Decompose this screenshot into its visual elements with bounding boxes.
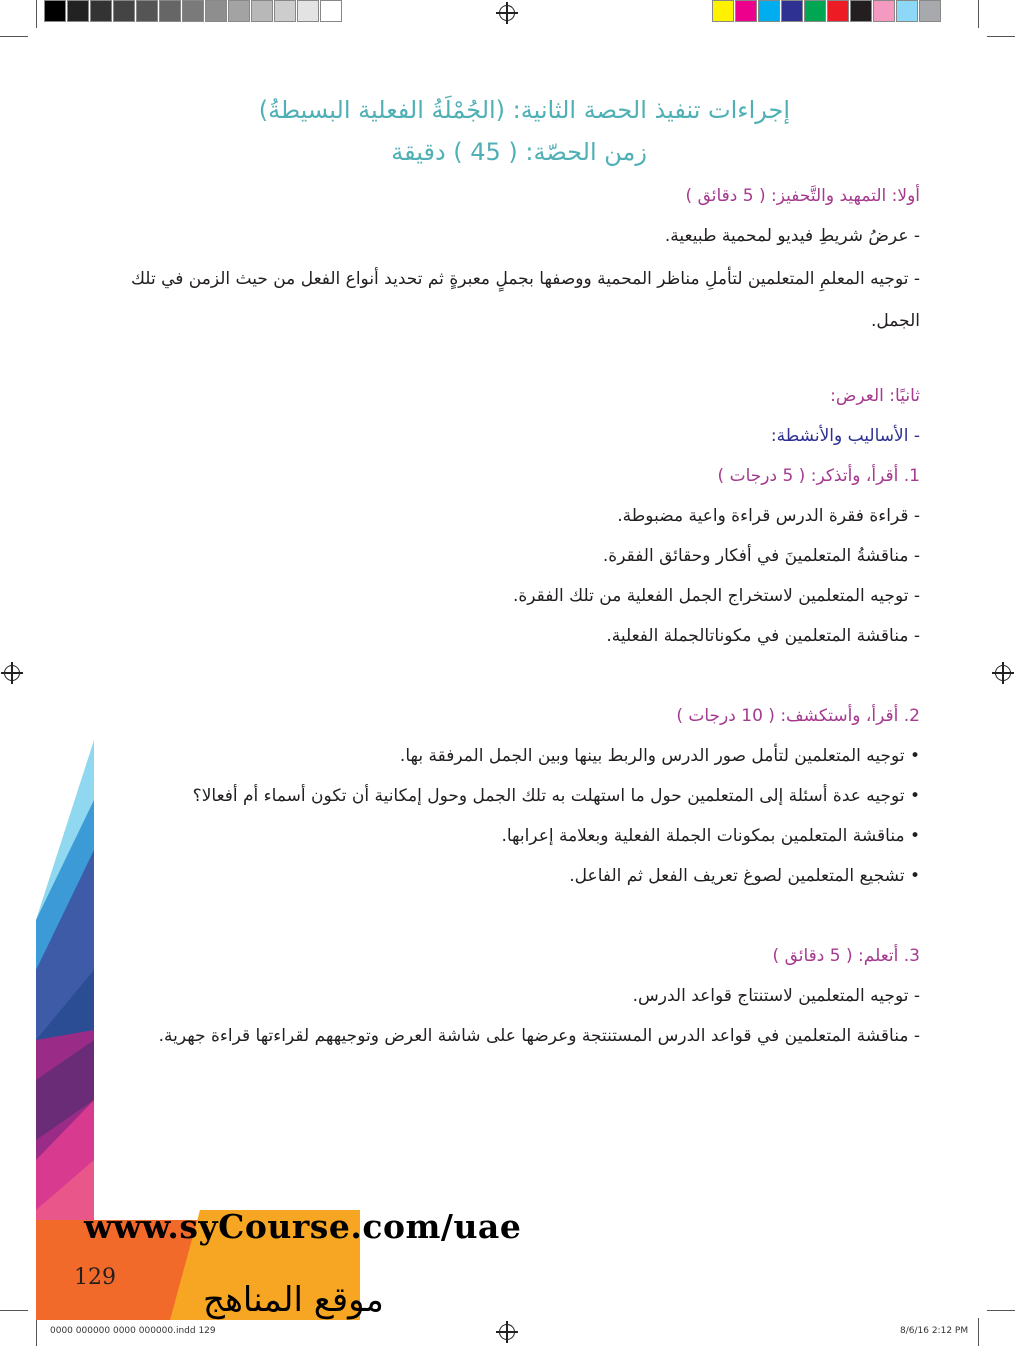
subsection-heading-learn: 3. أتعلم: ( 5 دقائق ) <box>772 946 920 966</box>
website-url: www.syCourse.com/uae <box>84 1207 522 1246</box>
color-swatch <box>804 0 826 22</box>
color-swatch <box>320 0 342 22</box>
list-item-paragraph: - توجيه المعلمِ المتعلمين لتأملِ مناظر المحمية ووصفها بجملٍ معبرةٍ ثم تحديد أنواع الفعل من حيث الزمن في تلك الجمل. <box>130 269 920 331</box>
color-swatch <box>274 0 296 22</box>
registration-mark-icon <box>4 665 20 681</box>
color-swatch <box>90 0 112 22</box>
registration-mark-icon <box>499 5 515 21</box>
color-swatch <box>182 0 204 22</box>
list-item: - قراءة فقرة الدرس قراءة واعية مضبوطة. <box>617 506 920 526</box>
methods-heading: - الأساليب والأنشطة: <box>770 426 920 446</box>
list-item: - مناقشة المتعلمين في قواعد الدرس المستنتجة وعرضها على شاشة العرض وتوجيههم لقراءتها قراءة جهرية. <box>158 1026 920 1046</box>
color-swatch <box>113 0 135 22</box>
color-swatch <box>735 0 757 22</box>
subsection-heading-read-explore: 2. أقرأ، وأستكشف: ( 10 درجات ) <box>676 706 920 726</box>
list-item: - عرضُ شريطِ فيديو لمحمية طبيعية. <box>664 226 920 246</box>
section-heading-intro: أولا: التمهيد والتَّحفيز: ( 5 دقائق ) <box>685 186 920 206</box>
color-swatch <box>896 0 918 22</box>
bullet-item: • توجيه المتعلمين لتأمل صور الدرس والربط بينها وبين الجمل المرفقة بها. <box>399 746 920 766</box>
print-slug-date: 8/6/16 2:12 PM <box>900 1326 969 1336</box>
color-swatch <box>159 0 181 22</box>
crop-mark <box>978 0 979 28</box>
registration-mark-icon <box>499 1324 515 1340</box>
list-item: - توجيه المتعلمين لاستخراج الجمل الفعلية من تلك الفقرة. <box>512 586 920 606</box>
color-swatch <box>136 0 158 22</box>
list-item: - مناقشة المتعلمين في مكوناتالجملة الفعلية. <box>606 626 920 646</box>
subsection-heading-read-remember: 1. أقرأ، وأتذكر: ( 5 درجات ) <box>717 466 920 486</box>
process-color-bar <box>712 0 942 22</box>
registration-mark-icon <box>995 665 1011 681</box>
site-name-watermark: موقع المناهج <box>203 1280 384 1320</box>
crop-mark <box>978 1318 979 1346</box>
print-slug-file: 0000 000000 0000 000000.indd 129 <box>50 1326 216 1336</box>
color-swatch <box>873 0 895 22</box>
crop-mark <box>36 0 37 28</box>
crop-mark <box>0 36 28 37</box>
list-item: - توجيه المتعلمين لاستنتاج قواعد الدرس. <box>632 986 920 1006</box>
color-swatch <box>205 0 227 22</box>
session-duration: زمن الحصّة: ( 45 ) دقيقة <box>391 138 647 166</box>
page-title: إجراءات تنفيذ الحصة الثانية: (الجُمْلَةُ الفعلية البسيطةُ) <box>258 96 790 124</box>
section-heading-presentation: ثانيًا: العرض: <box>830 386 920 406</box>
crop-mark <box>987 36 1015 37</box>
color-swatch <box>827 0 849 22</box>
crop-mark <box>987 1310 1015 1311</box>
color-swatch <box>44 0 66 22</box>
color-swatch <box>228 0 250 22</box>
color-swatch <box>67 0 89 22</box>
list-item: - مناقشةُ المتعلمينَ في أفكار وحقائق الفقرة. <box>602 546 920 566</box>
grayscale-color-bar <box>44 0 343 22</box>
bullet-item: • مناقشة المتعلمين بمكونات الجملة الفعلية وبعلامة إعرابها. <box>501 826 920 846</box>
color-swatch <box>850 0 872 22</box>
color-swatch <box>712 0 734 22</box>
color-swatch <box>919 0 941 22</box>
color-swatch <box>758 0 780 22</box>
bullet-item: • توجيه عدة أسئلة إلى المتعلمين حول ما استهلت به تلك الجمل وحول إمكانية أن تكون أسماء أم أفعالا؟ <box>192 786 920 806</box>
crop-mark <box>36 1318 37 1346</box>
color-swatch <box>297 0 319 22</box>
bullet-item: • تشجيع المتعلمين لصوغ تعريف الفعل ثم الفاعل. <box>569 866 920 886</box>
color-swatch <box>251 0 273 22</box>
color-swatch <box>781 0 803 22</box>
page-number: 129 <box>74 1265 116 1290</box>
